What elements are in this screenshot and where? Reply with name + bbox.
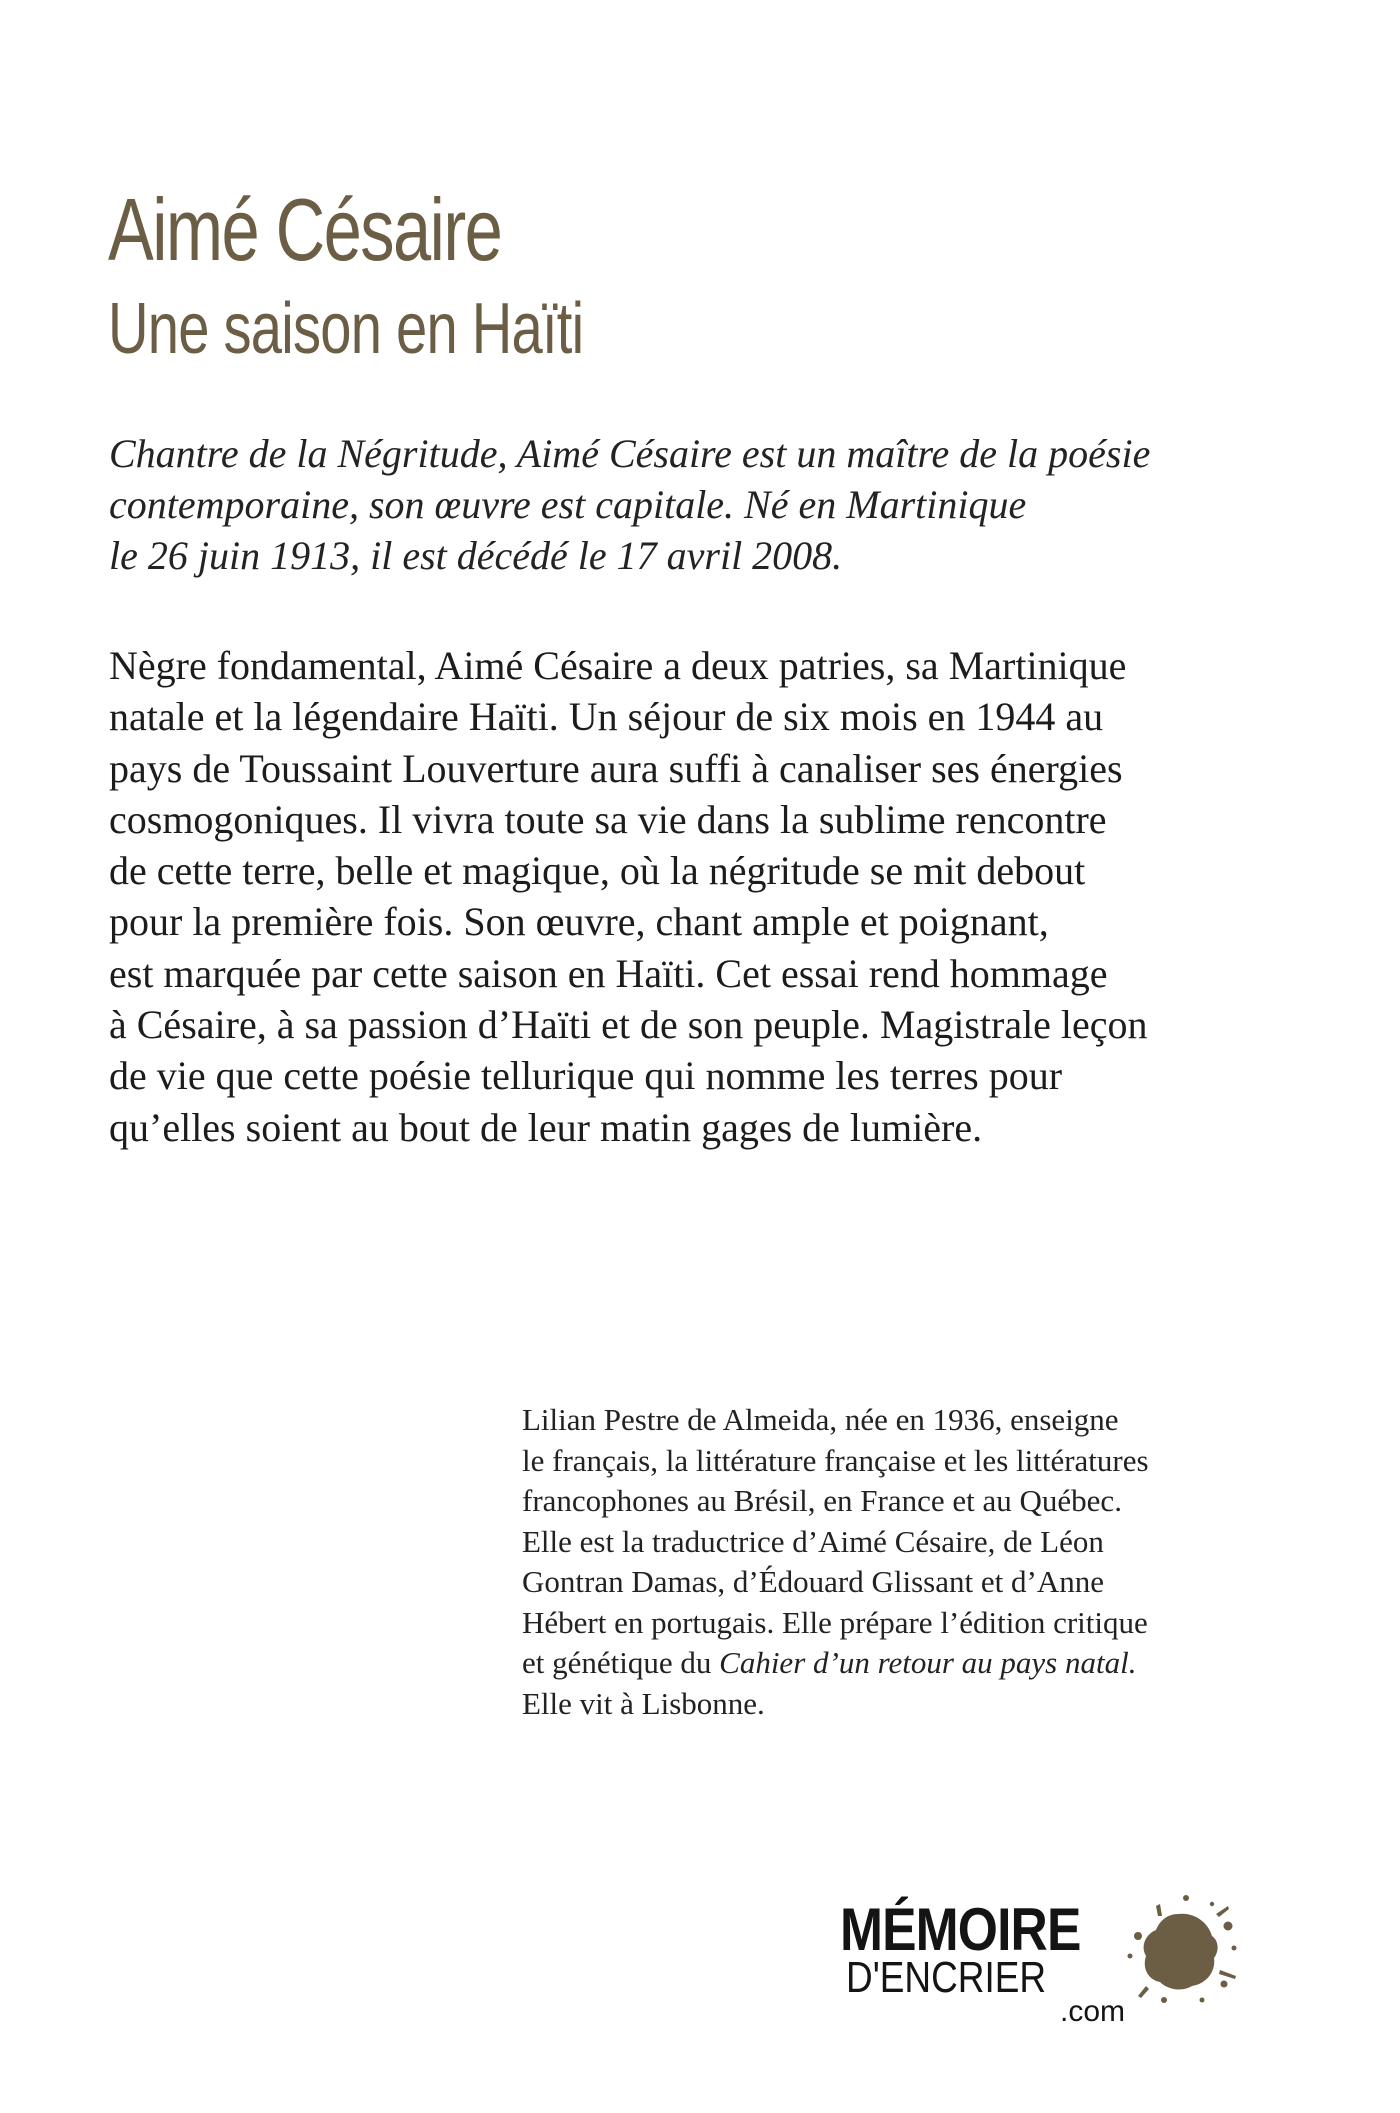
intro-line: Chantre de la Négritude, Aimé Césaire est un maître de la poésie	[109, 431, 1151, 476]
bio-line: le français, la littérature française et les littératures	[522, 1442, 1149, 1478]
bio-line: Elle vit à Lisbonne.	[522, 1685, 765, 1721]
summary-line: à Césaire, à sa passion d’Haïti et de son peuple. Magistrale leçon	[109, 1002, 1148, 1048]
book-title: Une saison en Haïti	[108, 289, 584, 369]
author-bio	[522, 1400, 1322, 1724]
intro-line: le 26 juin 1913, il est décédé le 17 avril 2008.	[109, 533, 843, 578]
intro-paragraph	[109, 428, 1329, 581]
summary-paragraph	[109, 640, 1329, 1153]
summary-line: de vie que cette poésie tellurique qui nomme les terres pour	[109, 1053, 1063, 1099]
bio-line-prefix: et génétique du	[522, 1645, 720, 1680]
summary-line: natale et la légendaire Haïti. Un séjour de six mois en 1944 au	[109, 694, 1104, 740]
bio-line	[522, 1643, 1322, 1684]
bio-line: Hébert en portugais. Elle prépare l’édition critique	[522, 1604, 1148, 1640]
publisher-logo	[840, 1896, 1260, 2080]
summary-line: Nègre fondamental, Aimé Césaire a deux patries, sa Martinique	[109, 643, 1127, 688]
bio-line: Gontran Damas, d’Édouard Glissant et d’Anne	[522, 1564, 1104, 1599]
author-name: Aimé Césaire	[108, 180, 502, 279]
summary-line: est marquée par cette saison en Haïti. Cet essai rend hommage	[109, 950, 1108, 996]
summary-line: pour la première fois. Son œuvre, chant ample et poignant,	[109, 899, 1049, 945]
logo-domain: .com	[1060, 1995, 1126, 2028]
bio-line: francophones au Brésil, en France et au Québec.	[522, 1483, 1122, 1518]
summary-line: pays de Toussaint Louverture aura suffi à canaliser ses énergies	[109, 745, 1123, 791]
summary-line: qu’elles soient au bout de leur matin gages de lumière.	[109, 1104, 983, 1150]
book-reference: Cahier d’un retour au pays natal.	[719, 1645, 1137, 1680]
intro-line: contemporaine, son œuvre est capitale. Né en Martinique	[109, 482, 1027, 527]
logo-word-memoire: MÉMOIRE	[840, 1896, 1081, 1963]
summary-line: cosmogoniques. Il vivra toute sa vie dans la sublime rencontre	[109, 796, 1107, 842]
bio-line: Elle est la traductrice d’Aimé Césaire, de Léon	[522, 1523, 1104, 1559]
summary-line: de cette terre, belle et magique, où la négritude se mit debout	[109, 848, 1086, 894]
bio-line: Lilian Pestre de Almeida, née en 1936, enseigne	[522, 1402, 1119, 1437]
logo-word-dencrier: D'ENCRIER	[846, 1953, 1047, 2002]
ink-splat-icon	[1116, 1886, 1246, 2016]
